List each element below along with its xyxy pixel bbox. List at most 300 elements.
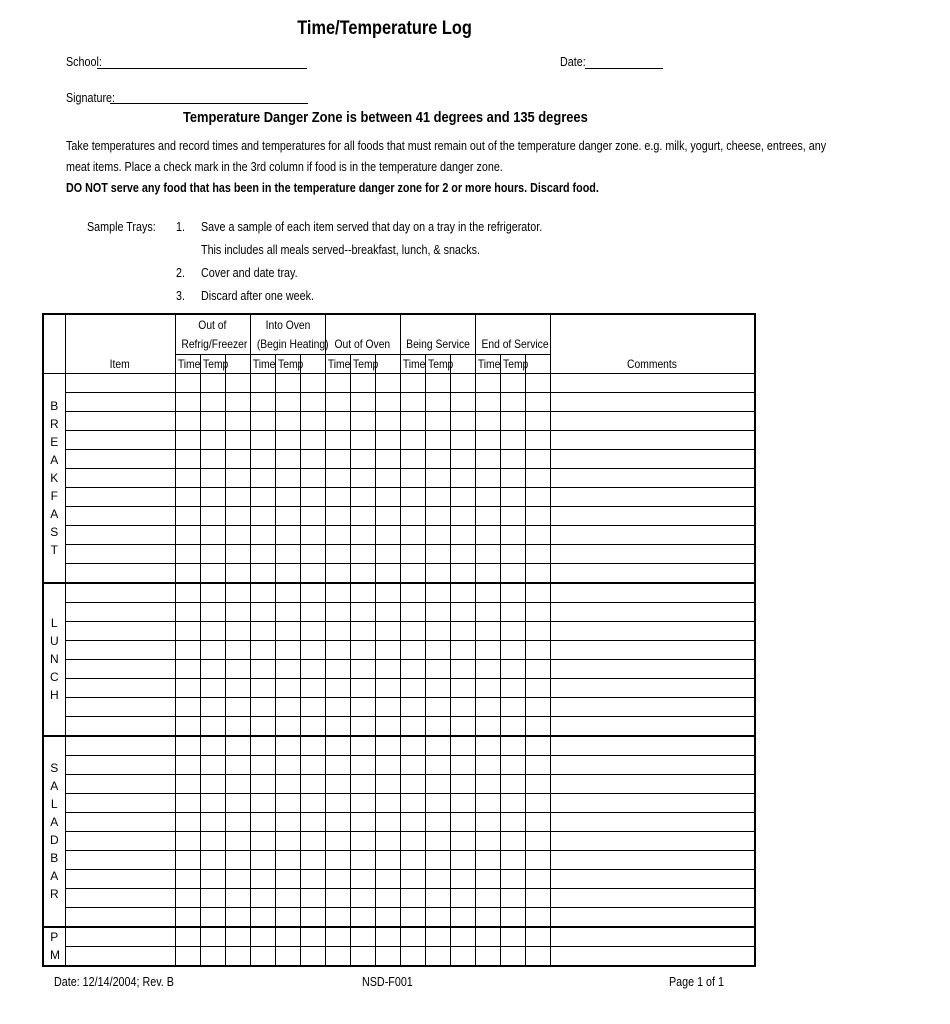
entry-cell[interactable]: [325, 525, 350, 544]
entry-cell[interactable]: [300, 583, 325, 603]
entry-cell[interactable]: [225, 544, 250, 563]
entry-cell[interactable]: [225, 583, 250, 603]
entry-cell[interactable]: [350, 831, 375, 850]
entry-cell[interactable]: [275, 487, 300, 506]
entry-cell[interactable]: [400, 850, 425, 869]
entry-cell[interactable]: [225, 850, 250, 869]
entry-cell[interactable]: [300, 411, 325, 430]
entry-cell[interactable]: [375, 392, 400, 411]
entry-cell[interactable]: [425, 392, 450, 411]
item-cell[interactable]: [65, 831, 175, 850]
entry-cell[interactable]: [425, 563, 450, 583]
entry-cell[interactable]: [175, 697, 200, 716]
entry-cell[interactable]: [250, 583, 275, 603]
entry-cell[interactable]: [250, 602, 275, 621]
entry-cell[interactable]: [225, 888, 250, 907]
entry-cell[interactable]: [275, 697, 300, 716]
entry-cell[interactable]: [175, 755, 200, 774]
entry-cell[interactable]: [325, 850, 350, 869]
entry-cell[interactable]: [475, 506, 500, 525]
entry-cell[interactable]: [250, 716, 275, 736]
entry-cell[interactable]: [225, 678, 250, 697]
entry-cell[interactable]: [275, 544, 300, 563]
comments-cell[interactable]: [550, 946, 755, 966]
entry-cell[interactable]: [200, 755, 225, 774]
entry-cell[interactable]: [375, 373, 400, 392]
comments-cell[interactable]: [550, 869, 755, 888]
entry-cell[interactable]: [200, 831, 225, 850]
entry-cell[interactable]: [375, 850, 400, 869]
entry-cell[interactable]: [350, 640, 375, 659]
entry-cell[interactable]: [525, 430, 550, 449]
entry-cell[interactable]: [500, 869, 525, 888]
entry-cell[interactable]: [225, 602, 250, 621]
entry-cell[interactable]: [400, 449, 425, 468]
entry-cell[interactable]: [300, 831, 325, 850]
entry-cell[interactable]: [525, 888, 550, 907]
entry-cell[interactable]: [400, 716, 425, 736]
entry-cell[interactable]: [275, 373, 300, 392]
entry-cell[interactable]: [250, 430, 275, 449]
entry-cell[interactable]: [200, 449, 225, 468]
entry-cell[interactable]: [275, 907, 300, 927]
entry-cell[interactable]: [400, 392, 425, 411]
entry-cell[interactable]: [375, 697, 400, 716]
entry-cell[interactable]: [325, 678, 350, 697]
entry-cell[interactable]: [350, 621, 375, 640]
entry-cell[interactable]: [475, 793, 500, 812]
entry-cell[interactable]: [400, 621, 425, 640]
entry-cell[interactable]: [475, 468, 500, 487]
entry-cell[interactable]: [450, 736, 475, 756]
entry-cell[interactable]: [475, 659, 500, 678]
entry-cell[interactable]: [400, 678, 425, 697]
entry-cell[interactable]: [225, 487, 250, 506]
item-cell[interactable]: [65, 927, 175, 947]
entry-cell[interactable]: [375, 544, 400, 563]
entry-cell[interactable]: [175, 736, 200, 756]
entry-cell[interactable]: [525, 525, 550, 544]
comments-cell[interactable]: [550, 563, 755, 583]
entry-cell[interactable]: [300, 430, 325, 449]
entry-cell[interactable]: [475, 888, 500, 907]
entry-cell[interactable]: [375, 793, 400, 812]
entry-cell[interactable]: [525, 907, 550, 927]
entry-cell[interactable]: [425, 602, 450, 621]
entry-cell[interactable]: [450, 678, 475, 697]
item-cell[interactable]: [65, 392, 175, 411]
entry-cell[interactable]: [325, 602, 350, 621]
entry-cell[interactable]: [200, 602, 225, 621]
entry-cell[interactable]: [425, 430, 450, 449]
item-cell[interactable]: [65, 449, 175, 468]
entry-cell[interactable]: [250, 468, 275, 487]
entry-cell[interactable]: [525, 659, 550, 678]
entry-cell[interactable]: [500, 411, 525, 430]
entry-cell[interactable]: [525, 583, 550, 603]
entry-cell[interactable]: [175, 774, 200, 793]
entry-cell[interactable]: [450, 449, 475, 468]
entry-cell[interactable]: [350, 506, 375, 525]
item-cell[interactable]: [65, 678, 175, 697]
comments-cell[interactable]: [550, 506, 755, 525]
entry-cell[interactable]: [275, 506, 300, 525]
entry-cell[interactable]: [250, 640, 275, 659]
entry-cell[interactable]: [175, 716, 200, 736]
entry-cell[interactable]: [525, 736, 550, 756]
entry-cell[interactable]: [350, 907, 375, 927]
entry-cell[interactable]: [325, 869, 350, 888]
entry-cell[interactable]: [325, 621, 350, 640]
entry-cell[interactable]: [325, 793, 350, 812]
entry-cell[interactable]: [350, 869, 375, 888]
entry-cell[interactable]: [225, 831, 250, 850]
item-cell[interactable]: [65, 850, 175, 869]
entry-cell[interactable]: [325, 563, 350, 583]
entry-cell[interactable]: [400, 946, 425, 966]
entry-cell[interactable]: [300, 449, 325, 468]
entry-cell[interactable]: [475, 774, 500, 793]
entry-cell[interactable]: [325, 506, 350, 525]
entry-cell[interactable]: [200, 946, 225, 966]
entry-cell[interactable]: [250, 793, 275, 812]
entry-cell[interactable]: [275, 812, 300, 831]
entry-cell[interactable]: [200, 659, 225, 678]
entry-cell[interactable]: [375, 487, 400, 506]
entry-cell[interactable]: [275, 736, 300, 756]
entry-cell[interactable]: [450, 621, 475, 640]
entry-cell[interactable]: [350, 946, 375, 966]
entry-cell[interactable]: [300, 793, 325, 812]
entry-cell[interactable]: [225, 755, 250, 774]
entry-cell[interactable]: [425, 946, 450, 966]
entry-cell[interactable]: [225, 812, 250, 831]
entry-cell[interactable]: [525, 411, 550, 430]
entry-cell[interactable]: [300, 640, 325, 659]
entry-cell[interactable]: [450, 373, 475, 392]
entry-cell[interactable]: [325, 430, 350, 449]
entry-cell[interactable]: [225, 793, 250, 812]
item-cell[interactable]: [65, 506, 175, 525]
entry-cell[interactable]: [425, 411, 450, 430]
entry-cell[interactable]: [175, 850, 200, 869]
entry-cell[interactable]: [275, 831, 300, 850]
entry-cell[interactable]: [275, 602, 300, 621]
entry-cell[interactable]: [375, 583, 400, 603]
entry-cell[interactable]: [525, 869, 550, 888]
entry-cell[interactable]: [250, 927, 275, 947]
item-cell[interactable]: [65, 774, 175, 793]
entry-cell[interactable]: [200, 430, 225, 449]
entry-cell[interactable]: [275, 468, 300, 487]
entry-cell[interactable]: [250, 831, 275, 850]
entry-cell[interactable]: [425, 831, 450, 850]
entry-cell[interactable]: [350, 602, 375, 621]
entry-cell[interactable]: [225, 621, 250, 640]
comments-cell[interactable]: [550, 602, 755, 621]
entry-cell[interactable]: [450, 774, 475, 793]
comments-cell[interactable]: [550, 774, 755, 793]
entry-cell[interactable]: [500, 793, 525, 812]
entry-cell[interactable]: [200, 525, 225, 544]
entry-cell[interactable]: [250, 621, 275, 640]
entry-cell[interactable]: [425, 506, 450, 525]
entry-cell[interactable]: [350, 850, 375, 869]
entry-cell[interactable]: [250, 506, 275, 525]
entry-cell[interactable]: [500, 621, 525, 640]
entry-cell[interactable]: [500, 774, 525, 793]
entry-cell[interactable]: [300, 812, 325, 831]
entry-cell[interactable]: [225, 525, 250, 544]
entry-cell[interactable]: [525, 373, 550, 392]
entry-cell[interactable]: [300, 525, 325, 544]
entry-cell[interactable]: [325, 927, 350, 947]
entry-cell[interactable]: [300, 697, 325, 716]
entry-cell[interactable]: [425, 640, 450, 659]
entry-cell[interactable]: [400, 888, 425, 907]
entry-cell[interactable]: [325, 774, 350, 793]
entry-cell[interactable]: [175, 831, 200, 850]
entry-cell[interactable]: [200, 392, 225, 411]
item-cell[interactable]: [65, 793, 175, 812]
entry-cell[interactable]: [500, 602, 525, 621]
entry-cell[interactable]: [425, 544, 450, 563]
entry-cell[interactable]: [425, 927, 450, 947]
entry-cell[interactable]: [325, 544, 350, 563]
entry-cell[interactable]: [450, 563, 475, 583]
entry-cell[interactable]: [450, 869, 475, 888]
entry-cell[interactable]: [275, 850, 300, 869]
entry-cell[interactable]: [350, 927, 375, 947]
entry-cell[interactable]: [350, 716, 375, 736]
entry-cell[interactable]: [475, 716, 500, 736]
entry-cell[interactable]: [275, 525, 300, 544]
entry-cell[interactable]: [250, 907, 275, 927]
item-cell[interactable]: [65, 659, 175, 678]
entry-cell[interactable]: [200, 774, 225, 793]
entry-cell[interactable]: [400, 927, 425, 947]
entry-cell[interactable]: [525, 697, 550, 716]
item-cell[interactable]: [65, 487, 175, 506]
comments-cell[interactable]: [550, 850, 755, 869]
entry-cell[interactable]: [525, 602, 550, 621]
entry-cell[interactable]: [225, 736, 250, 756]
entry-cell[interactable]: [425, 812, 450, 831]
entry-cell[interactable]: [450, 506, 475, 525]
entry-cell[interactable]: [175, 487, 200, 506]
entry-cell[interactable]: [450, 525, 475, 544]
entry-cell[interactable]: [500, 525, 525, 544]
comments-cell[interactable]: [550, 716, 755, 736]
entry-cell[interactable]: [425, 525, 450, 544]
entry-cell[interactable]: [300, 755, 325, 774]
entry-cell[interactable]: [425, 487, 450, 506]
entry-cell[interactable]: [175, 449, 200, 468]
entry-cell[interactable]: [475, 946, 500, 966]
entry-cell[interactable]: [525, 449, 550, 468]
entry-cell[interactable]: [400, 468, 425, 487]
item-cell[interactable]: [65, 736, 175, 756]
entry-cell[interactable]: [300, 736, 325, 756]
entry-cell[interactable]: [250, 525, 275, 544]
entry-cell[interactable]: [500, 946, 525, 966]
entry-cell[interactable]: [275, 793, 300, 812]
entry-cell[interactable]: [225, 563, 250, 583]
entry-cell[interactable]: [325, 888, 350, 907]
entry-cell[interactable]: [325, 812, 350, 831]
entry-cell[interactable]: [325, 697, 350, 716]
entry-cell[interactable]: [500, 850, 525, 869]
entry-cell[interactable]: [175, 888, 200, 907]
item-cell[interactable]: [65, 640, 175, 659]
entry-cell[interactable]: [300, 602, 325, 621]
entry-cell[interactable]: [175, 583, 200, 603]
entry-cell[interactable]: [450, 659, 475, 678]
entry-cell[interactable]: [400, 793, 425, 812]
entry-cell[interactable]: [200, 583, 225, 603]
entry-cell[interactable]: [400, 506, 425, 525]
entry-cell[interactable]: [525, 774, 550, 793]
entry-cell[interactable]: [275, 946, 300, 966]
entry-cell[interactable]: [525, 468, 550, 487]
comments-cell[interactable]: [550, 659, 755, 678]
entry-cell[interactable]: [425, 449, 450, 468]
comments-cell[interactable]: [550, 411, 755, 430]
item-cell[interactable]: [65, 888, 175, 907]
entry-cell[interactable]: [250, 487, 275, 506]
entry-cell[interactable]: [350, 544, 375, 563]
entry-cell[interactable]: [500, 506, 525, 525]
item-cell[interactable]: [65, 411, 175, 430]
entry-cell[interactable]: [400, 831, 425, 850]
entry-cell[interactable]: [375, 659, 400, 678]
comments-cell[interactable]: [550, 392, 755, 411]
entry-cell[interactable]: [400, 640, 425, 659]
entry-cell[interactable]: [400, 525, 425, 544]
entry-cell[interactable]: [300, 468, 325, 487]
entry-cell[interactable]: [275, 430, 300, 449]
entry-cell[interactable]: [200, 907, 225, 927]
entry-cell[interactable]: [425, 755, 450, 774]
entry-cell[interactable]: [325, 640, 350, 659]
item-cell[interactable]: [65, 430, 175, 449]
entry-cell[interactable]: [175, 869, 200, 888]
entry-cell[interactable]: [300, 392, 325, 411]
entry-cell[interactable]: [175, 946, 200, 966]
entry-cell[interactable]: [175, 468, 200, 487]
entry-cell[interactable]: [425, 736, 450, 756]
entry-cell[interactable]: [175, 525, 200, 544]
entry-cell[interactable]: [325, 487, 350, 506]
entry-cell[interactable]: [225, 927, 250, 947]
entry-cell[interactable]: [300, 544, 325, 563]
comments-cell[interactable]: [550, 487, 755, 506]
entry-cell[interactable]: [450, 812, 475, 831]
entry-cell[interactable]: [475, 449, 500, 468]
entry-cell[interactable]: [525, 755, 550, 774]
entry-cell[interactable]: [375, 907, 400, 927]
comments-cell[interactable]: [550, 927, 755, 947]
entry-cell[interactable]: [300, 487, 325, 506]
entry-cell[interactable]: [375, 736, 400, 756]
entry-cell[interactable]: [300, 678, 325, 697]
entry-cell[interactable]: [375, 946, 400, 966]
entry-cell[interactable]: [300, 927, 325, 947]
entry-cell[interactable]: [450, 793, 475, 812]
entry-cell[interactable]: [350, 812, 375, 831]
entry-cell[interactable]: [225, 716, 250, 736]
entry-cell[interactable]: [400, 583, 425, 603]
entry-cell[interactable]: [475, 907, 500, 927]
entry-cell[interactable]: [275, 449, 300, 468]
entry-cell[interactable]: [250, 869, 275, 888]
entry-cell[interactable]: [175, 544, 200, 563]
entry-cell[interactable]: [250, 946, 275, 966]
entry-cell[interactable]: [500, 812, 525, 831]
entry-cell[interactable]: [500, 468, 525, 487]
entry-cell[interactable]: [275, 659, 300, 678]
entry-cell[interactable]: [475, 755, 500, 774]
entry-cell[interactable]: [300, 659, 325, 678]
entry-cell[interactable]: [275, 563, 300, 583]
entry-cell[interactable]: [450, 831, 475, 850]
entry-cell[interactable]: [200, 544, 225, 563]
entry-cell[interactable]: [525, 850, 550, 869]
entry-cell[interactable]: [375, 430, 400, 449]
entry-cell[interactable]: [325, 411, 350, 430]
entry-cell[interactable]: [475, 697, 500, 716]
comments-cell[interactable]: [550, 583, 755, 603]
entry-cell[interactable]: [350, 563, 375, 583]
item-cell[interactable]: [65, 946, 175, 966]
item-cell[interactable]: [65, 468, 175, 487]
entry-cell[interactable]: [525, 506, 550, 525]
school-field[interactable]: [97, 68, 307, 69]
entry-cell[interactable]: [175, 430, 200, 449]
entry-cell[interactable]: [325, 373, 350, 392]
entry-cell[interactable]: [225, 907, 250, 927]
item-cell[interactable]: [65, 697, 175, 716]
entry-cell[interactable]: [300, 716, 325, 736]
entry-cell[interactable]: [375, 869, 400, 888]
entry-cell[interactable]: [300, 946, 325, 966]
entry-cell[interactable]: [450, 583, 475, 603]
entry-cell[interactable]: [325, 659, 350, 678]
entry-cell[interactable]: [225, 869, 250, 888]
entry-cell[interactable]: [375, 831, 400, 850]
entry-cell[interactable]: [325, 583, 350, 603]
item-cell[interactable]: [65, 373, 175, 392]
item-cell[interactable]: [65, 716, 175, 736]
comments-cell[interactable]: [550, 793, 755, 812]
entry-cell[interactable]: [250, 697, 275, 716]
entry-cell[interactable]: [450, 697, 475, 716]
entry-cell[interactable]: [375, 506, 400, 525]
entry-cell[interactable]: [300, 506, 325, 525]
entry-cell[interactable]: [200, 793, 225, 812]
entry-cell[interactable]: [525, 793, 550, 812]
entry-cell[interactable]: [525, 487, 550, 506]
comments-cell[interactable]: [550, 468, 755, 487]
entry-cell[interactable]: [250, 392, 275, 411]
entry-cell[interactable]: [450, 487, 475, 506]
entry-cell[interactable]: [350, 755, 375, 774]
entry-cell[interactable]: [300, 774, 325, 793]
entry-cell[interactable]: [200, 927, 225, 947]
entry-cell[interactable]: [300, 563, 325, 583]
entry-cell[interactable]: [200, 640, 225, 659]
comments-cell[interactable]: [550, 640, 755, 659]
